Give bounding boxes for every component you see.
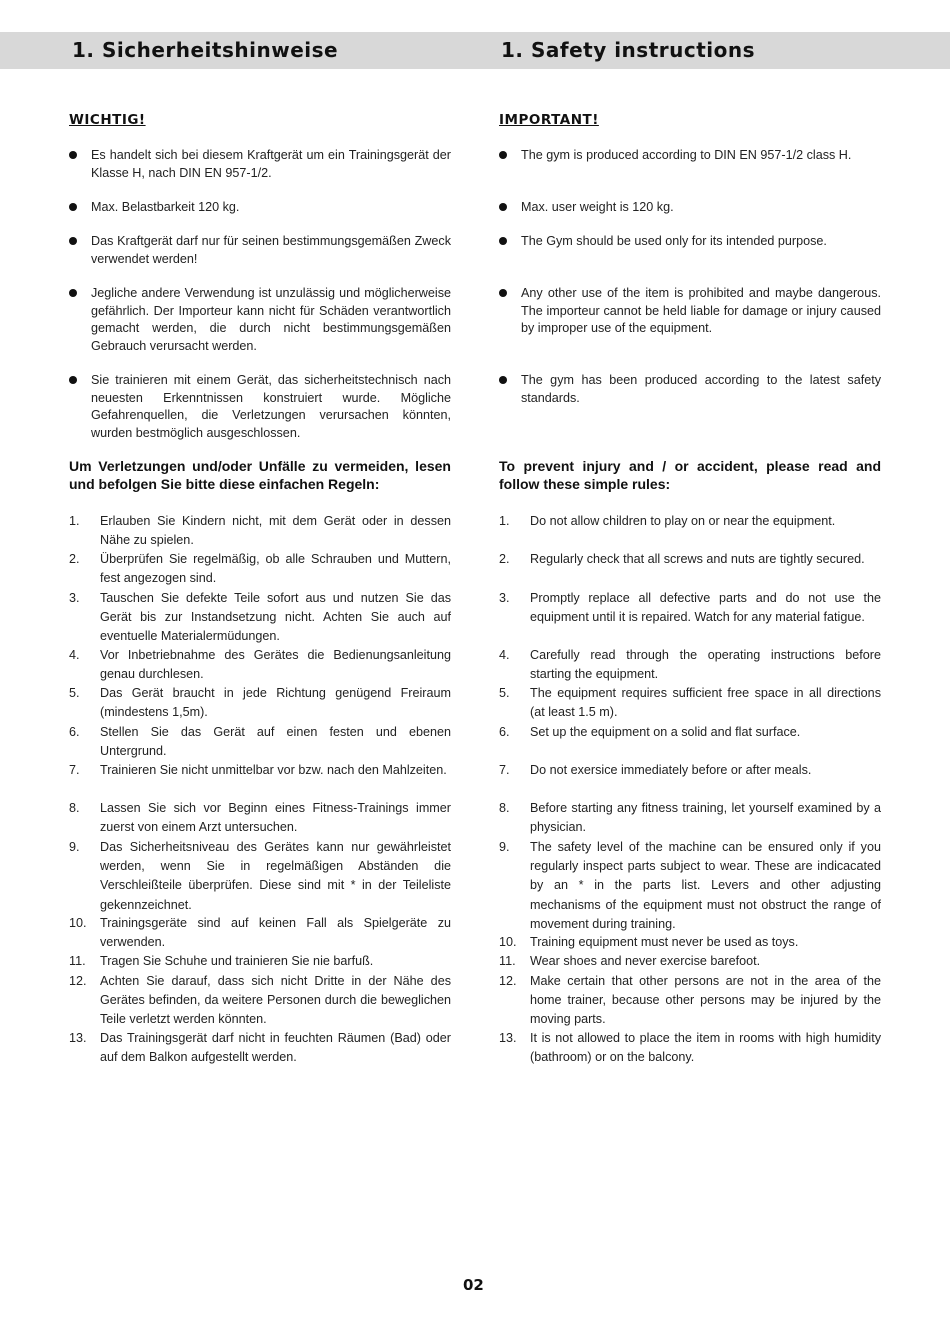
rule-item-de (69, 589, 451, 647)
rule-item-en (499, 684, 881, 722)
rule-text: Regularly check that all screws and nuts are tightly secured. (530, 552, 865, 566)
rule-item-en (499, 723, 881, 742)
bullet-dot-icon (499, 237, 507, 245)
rule-number: 8. (499, 801, 510, 815)
bullet-item-en (499, 233, 881, 251)
rule-item-en (499, 952, 881, 971)
bullet-item-de (69, 147, 451, 182)
rule-text: Das Sicherheitsniveau des Gerätes kann nur gewährleistet werden, wenn Sie in regelmäßigen Abständen die Verschleißteile überprüfen. Diese sind mit * in der Teileliste gekennzeichnet. (100, 840, 451, 912)
rule-text: Carefully read through the operating instructions before starting the equipment. (530, 648, 881, 682)
rule-text: Trainieren Sie nicht unmittelbar vor bzw. nach den Mahlzeiten. (100, 763, 447, 777)
rule-item-en (499, 646, 881, 684)
rule-item-en (499, 512, 881, 531)
bullet-text: The gym is produced according to DIN EN 957-1/2 class H. (521, 148, 852, 162)
rule-number: 7. (69, 763, 80, 777)
bullet-text: Max. user weight is 120 kg. (521, 200, 674, 214)
rule-text: Set up the equipment on a solid and flat surface. (530, 725, 801, 739)
rule-text: Lassen Sie sich vor Beginn eines Fitness-Trainings immer zuerst von einem Arzt untersuchen. (100, 801, 451, 835)
rule-number: 10. (69, 916, 87, 930)
rule-text: Promptly replace all defective parts and do not use the equipment until it is repaired. Watch for any material fatigue. (530, 591, 881, 625)
title-german: 1. Sicherheitshinweise (72, 38, 339, 62)
bullet-dot-icon (69, 203, 77, 211)
bullet-dot-icon (499, 289, 507, 297)
rule-text: Do not allow children to play on or near the equipment. (530, 514, 836, 528)
rule-text: Trainingsgeräte sind auf keinen Fall als Spielgeräte zu verwenden. (100, 916, 451, 950)
rules-heading-de: Um Verletzungen und/oder Unfälle zu vermeiden, lesen und befolgen Sie bitte diese einfachen Regeln: (69, 458, 451, 492)
rule-number: 5. (69, 686, 80, 700)
rule-number: 1. (499, 514, 510, 528)
page-number: 02 (463, 1276, 484, 1294)
bullet-text: Es handelt sich bei diesem Kraftgerät um ein Trainingsgerät der Klasse H, nach DIN EN 957-1/2. (91, 148, 451, 180)
important-heading-en: IMPORTANT! (499, 112, 599, 128)
bullet-text: The gym has been produced according to the latest safety standards. (521, 373, 881, 405)
rule-number: 9. (69, 840, 80, 854)
rule-number: 12. (499, 974, 517, 988)
rule-item-de (69, 723, 451, 761)
bullet-item-en (499, 147, 881, 165)
rule-number: 6. (69, 725, 80, 739)
rule-item-de (69, 512, 451, 550)
rule-item-de (69, 684, 451, 722)
bullet-text: Any other use of the item is prohibited and maybe dangerous. The importeur cannot be held liable for damage or injury caused by improper use of the equipment. (521, 286, 881, 335)
rule-item-en (499, 550, 881, 569)
bullet-item-en (499, 285, 881, 338)
bullet-item-de (69, 233, 451, 268)
bullet-text: Das Kraftgerät darf nur für seinen bestimmungsgemäßen Zweck verwendet werden! (91, 234, 451, 266)
rule-number: 3. (499, 591, 510, 605)
important-heading-de: WICHTIG! (69, 112, 146, 128)
rule-text: The equipment requires sufficient free space in all directions (at least 1.5 m). (530, 686, 881, 720)
rule-item-de (69, 952, 451, 971)
rule-number: 9. (499, 840, 510, 854)
rule-text: Stellen Sie das Gerät auf einen festen und ebenen Untergrund. (100, 725, 451, 759)
rule-number: 13. (69, 1031, 87, 1045)
rule-number: 10. (499, 935, 517, 949)
rule-number: 2. (69, 552, 80, 566)
rule-text: Tauschen Sie defekte Teile sofort aus und nutzen Sie das Gerät bis zur Instandsetzung nicht. Achten Sie auch auf eventuelle Materialermüdungen. (100, 591, 451, 644)
rule-item-en (499, 972, 881, 1030)
rule-text: Das Trainingsgerät darf nicht in feuchten Räumen (Bad) oder auf dem Balkon aufgestellt werden. (100, 1031, 451, 1065)
bullet-dot-icon (499, 151, 507, 159)
rule-item-en (499, 1029, 881, 1067)
rule-number: 12. (69, 974, 87, 988)
bullet-item-de (69, 199, 451, 217)
rule-text: Before starting any fitness training, let yourself examined by a physician. (530, 801, 881, 835)
bullet-text: Max. Belastbarkeit 120 kg. (91, 200, 240, 214)
rule-number: 13. (499, 1031, 517, 1045)
rule-text: Wear shoes and never exercise barefoot. (530, 954, 761, 968)
rule-number: 4. (69, 648, 80, 662)
rule-text: Make certain that other persons are not in the area of the home trainer, because other persons may be injured by the moving parts. (530, 974, 881, 1027)
rule-text: Vor Inbetriebnahme des Gerätes die Bedienungsanleitung genau durchlesen. (100, 648, 451, 682)
bullet-dot-icon (69, 289, 77, 297)
rule-item-de (69, 761, 451, 780)
rule-number: 3. (69, 591, 80, 605)
rule-number: 6. (499, 725, 510, 739)
rule-item-de (69, 972, 451, 1030)
rule-item-de (69, 1029, 451, 1067)
rule-item-en (499, 799, 881, 837)
rule-item-de (69, 838, 451, 915)
rule-number: 7. (499, 763, 510, 777)
rule-text: Tragen Sie Schuhe und trainieren Sie nie barfuß. (100, 954, 374, 968)
title-english: 1. Safety instructions (501, 38, 756, 62)
bullet-dot-icon (69, 151, 77, 159)
rule-item-en (499, 761, 881, 780)
rule-text: It is not allowed to place the item in rooms with high humidity (bathroom) or on the balcony. (530, 1031, 881, 1065)
bullet-text: The Gym should be used only for its intended purpose. (521, 234, 827, 248)
bullet-item-de (69, 372, 451, 442)
bullet-dot-icon (499, 376, 507, 384)
rule-text: Erlauben Sie Kindern nicht, mit dem Gerät oder in dessen Nähe zu spielen. (100, 514, 451, 548)
rule-item-de (69, 550, 451, 588)
bullet-dot-icon (69, 237, 77, 245)
rule-item-de (69, 799, 451, 837)
rule-item-de (69, 646, 451, 684)
rules-heading-en: To prevent injury and / or accident, please read and follow these simple rules: (499, 458, 881, 492)
rule-item-en (499, 933, 881, 952)
rule-text: The safety level of the machine can be ensured only if you regularly inspect parts subject to wear. These are indicacated by an * in the parts list. Levers and other adjusting mechanisms of the equipment must not obstruct the range of movement during training. (530, 840, 881, 931)
rule-text: Das Gerät braucht in jede Richtung genügend Freiraum (mindestens 1,5m). (100, 686, 451, 720)
rule-number: 4. (499, 648, 510, 662)
rule-number: 1. (69, 514, 80, 528)
bullet-text: Jegliche andere Verwendung ist unzulässig und möglicherweise gefährlich. Der Importeur kann nicht für Schäden verantwortlich gemacht werden, die durch nicht bestimmungsgemäßen Gebrauch verursacht werden. (91, 286, 451, 353)
rule-item-de (69, 914, 451, 952)
rule-number: 11. (499, 954, 516, 968)
bullet-text: Sie trainieren mit einem Gerät, das sicherheitstechnisch nach neuesten Erkenntnissen konstruiert wurde. Mögliche Gefahrenquellen, die Verletzungen verursachen könnten, wurden bestmöglich ausgeschlossen. (91, 373, 451, 440)
bullet-item-en (499, 199, 881, 217)
rule-item-en (499, 589, 881, 627)
rule-number: 8. (69, 801, 80, 815)
bullet-item-en (499, 372, 881, 407)
rule-text: Überprüfen Sie regelmäßig, ob alle Schrauben und Muttern, fest angezogen sind. (100, 552, 451, 586)
rule-text: Training equipment must never be used as toys. (530, 935, 799, 949)
rule-number: 5. (499, 686, 510, 700)
rule-text: Do not exersice immediately before or after meals. (530, 763, 812, 777)
bullet-dot-icon (69, 376, 77, 384)
rule-number: 11. (69, 954, 86, 968)
rule-text: Achten Sie darauf, dass sich nicht Dritte in der Nähe des Gerätes befinden, da weitere Personen durch die beweglichen Teile verletzt werden könnten. (100, 974, 451, 1027)
bullet-dot-icon (499, 203, 507, 211)
bullet-item-de (69, 285, 451, 355)
rule-item-en (499, 838, 881, 934)
rule-number: 2. (499, 552, 510, 566)
